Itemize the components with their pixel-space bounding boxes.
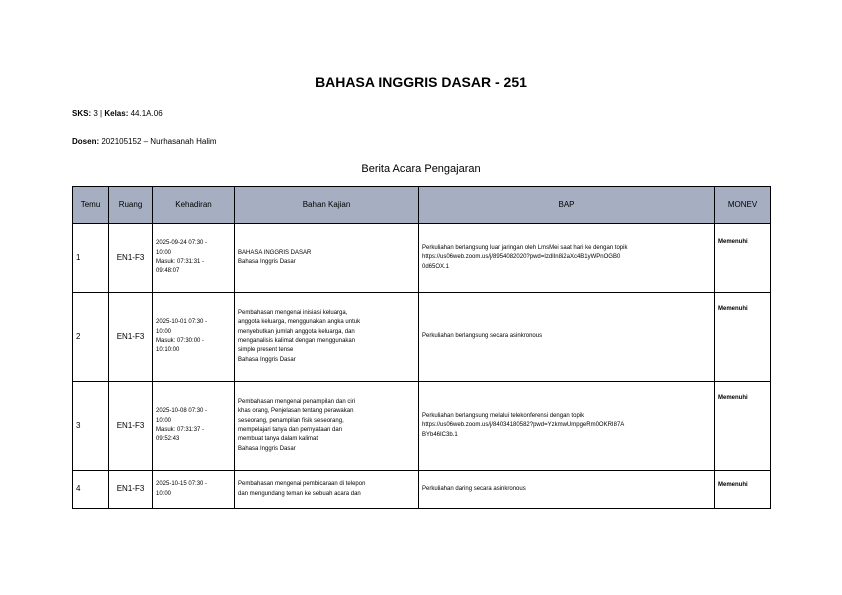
dosen-value: 202105152 – Nurhasanah Halim (101, 137, 217, 146)
cell-bahan-kajian (235, 382, 419, 471)
cell-bap (419, 382, 715, 471)
dosen-line (72, 137, 217, 146)
section-title: Berita Acara Pengajaran (361, 163, 481, 175)
sks-kelas-line (72, 109, 163, 118)
cell-ruang: EN1-F3 (109, 293, 153, 382)
header-temu: Temu (73, 187, 109, 224)
cell-bahan-kajian (235, 224, 419, 293)
kehadiran-line: 10:10:00 (156, 347, 180, 354)
kehadiran-line: 2025-10-08 07:30 - (156, 408, 208, 415)
bap-link[interactable]: https://us06web.zoom.us/j/8954082020?pwd=IzdlIn8i2aXc4B1yWPnOGB0 (422, 254, 621, 261)
bap-link[interactable]: https://us06web.zoom.us/j/84034180582?pwd=YzkmwUmpgeRm0OKRI87A (422, 422, 625, 429)
bahan-line: Pembahasan mengenai penampilan dan ciri (238, 399, 356, 406)
cell-temu: 1 (73, 224, 109, 293)
cell-temu: 2 (73, 293, 109, 382)
kehadiran-line: 10:00 (156, 328, 172, 335)
cell-monev: Memenuhi (715, 224, 771, 293)
bahan-line: khas orang, Penjelasan tentang perawakan (238, 408, 354, 415)
kehadiran-line: 2025-10-15 07:30 - (156, 481, 208, 488)
header-bahan-kajian: Bahan Kajian (235, 187, 419, 224)
bahan-line: mempelajari tanya dan pernyataan dan (238, 427, 343, 433)
bap-line: Perkuliahan berlangsung secara asinkronous (422, 333, 543, 340)
header-bap: BAP (419, 187, 715, 224)
cell-kehadiran (153, 382, 235, 471)
cell-temu: 3 (73, 382, 109, 471)
bahan-line: anggota keluarga, menggunakan angka untuk (238, 319, 361, 326)
kehadiran-line: 09:48:07 (156, 268, 180, 275)
kehadiran-line: 2025-09-24 07:30 - (156, 240, 208, 247)
cell-ruang: EN1-F3 (109, 224, 153, 293)
table-row (73, 224, 771, 293)
sks-value: 3 (93, 109, 98, 118)
bap-line: Perkuliahan berlangsung melalui telekonferensi dengan topik (422, 413, 585, 420)
sks-label: SKS: (72, 109, 92, 118)
cell-bahan-kajian (235, 471, 419, 509)
cell-bap (419, 471, 715, 509)
cell-kehadiran (153, 293, 235, 382)
cell-bahan-kajian (235, 293, 419, 382)
bahan-line: simple present tense (238, 347, 294, 354)
bahan-line: seseorang, penampilan fisik seseorang, (238, 417, 344, 424)
cell-monev: Memenuhi (715, 293, 771, 382)
course-title: BAHASA INGGRIS DASAR - 251 (315, 74, 527, 90)
kehadiran-line: 2025-10-01 07:30 - (156, 319, 208, 326)
cell-temu: 4 (73, 471, 109, 509)
kehadiran-line: Masuk: 07:31:37 - (156, 427, 205, 433)
bap-line: Perkuliahan daring secara asinkronous (422, 485, 526, 492)
bap-table (72, 186, 771, 509)
bahan-line: BAHASA INGGRIS DASAR (238, 249, 312, 256)
cell-monev: Memenuhi (715, 471, 771, 509)
table-row (73, 382, 771, 471)
cell-monev: Memenuhi (715, 382, 771, 471)
header-kehadiran: Kehadiran (153, 187, 235, 224)
cell-kehadiran (153, 471, 235, 509)
kehadiran-line: 10:00 (156, 417, 172, 424)
cell-bap (419, 224, 715, 293)
kelas-label: Kelas: (104, 109, 129, 118)
table-row (73, 293, 771, 382)
cell-bap (419, 293, 715, 382)
bap-line: 0d65OX.1 (422, 263, 450, 270)
kehadiran-line: 10:00 (156, 249, 172, 256)
kelas-value: 44.1A.06 (130, 109, 163, 118)
table-row (73, 471, 771, 509)
bahan-line: menganalisis kalimat dengan menggunakan (238, 338, 356, 344)
kehadiran-line: Masuk: 07:31:31 - (156, 259, 205, 265)
kehadiran-line: Masuk: 07:30:00 - (156, 338, 205, 344)
meta-separator: | (100, 109, 103, 118)
table-header-row (73, 187, 771, 224)
header-ruang: Ruang (109, 187, 153, 224)
bahan-line: dan mengundang teman ke sebuah acara dan (238, 490, 361, 497)
dosen-label: Dosen: (72, 137, 100, 146)
bahan-line: menyebutkan jumlah anggota keluarga, dan (238, 328, 355, 335)
cell-kehadiran (153, 224, 235, 293)
bahan-line: Bahasa Inggris Dasar (238, 445, 296, 452)
bahan-line: Pembahasan mengenai inisiasi keluarga, (238, 310, 348, 317)
cell-ruang: EN1-F3 (109, 382, 153, 471)
kehadiran-line: 09:52:43 (156, 436, 180, 443)
bahan-line: membuat tanya dalam kalimat (238, 436, 319, 443)
bahan-line: Bahasa Inggris Dasar (238, 259, 296, 265)
kehadiran-line: 10:00 (156, 490, 172, 497)
bap-line: Perkuliahan berlangsung luar jaringan oleh LmsMei saat hari ke dengan topik (422, 245, 628, 252)
bahan-line: Bahasa Inggris Dasar (238, 356, 296, 363)
bahan-line: Pembahasan mengenai pembicaraan di telepon (238, 481, 366, 488)
header-monev: MONEV (715, 187, 771, 224)
cell-ruang: EN1-F3 (109, 471, 153, 509)
bap-line: BYb46IC3b.1 (422, 431, 458, 438)
